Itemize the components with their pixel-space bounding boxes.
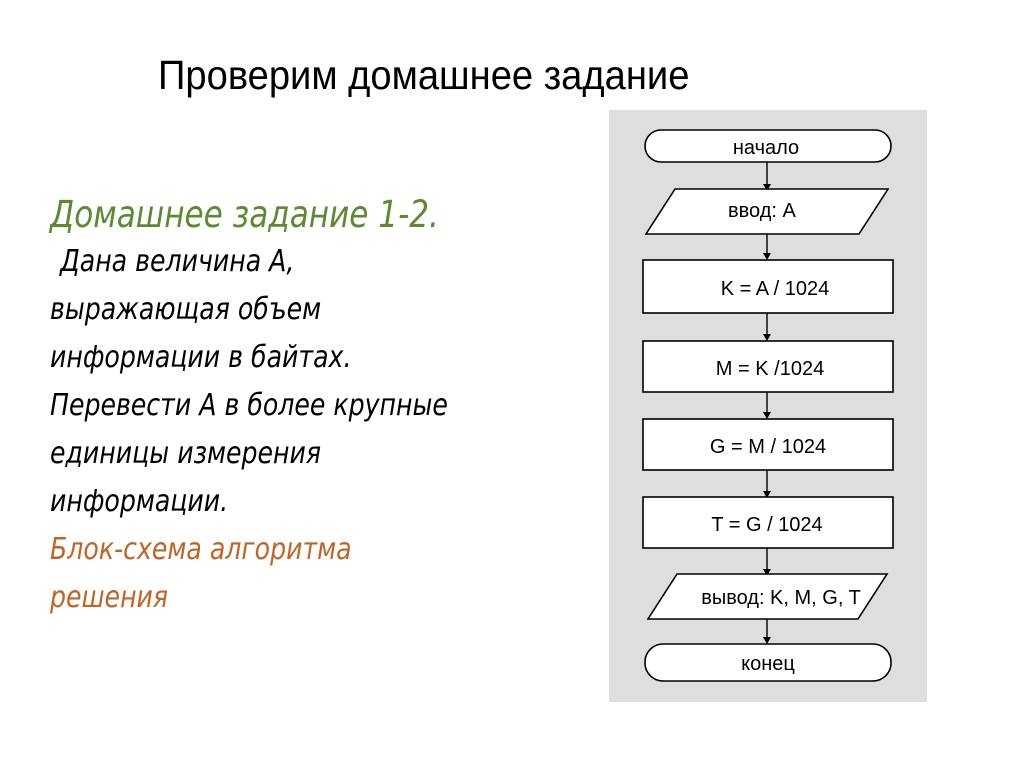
task-line-2: выражающая объем — [50, 292, 322, 327]
process-m-label: M = K /1024 — [715, 358, 825, 380]
output-label: вывод: K, M, G, T — [701, 587, 861, 609]
arrow-head-4 — [763, 412, 771, 419]
task-line-5: единицы измерения — [50, 436, 322, 471]
process-t-label: T = G / 1024 — [711, 514, 823, 536]
task-line-6: информации. — [50, 484, 229, 519]
arrow-head-2 — [763, 253, 771, 260]
arrow-head-3 — [763, 334, 771, 341]
start-label: начало — [732, 137, 800, 159]
flowchart-caption-line-1: Блок-схема алгоритма — [50, 532, 352, 567]
task-line-3: информации в байтах. — [50, 340, 352, 375]
arrow-head-7 — [763, 637, 771, 644]
input-label: ввод: А — [728, 200, 796, 222]
task-line-4: Перевести А в более крупные — [50, 388, 448, 423]
task-line-1: Дана величина А, — [60, 244, 295, 279]
end-label: конец — [741, 653, 795, 675]
process-k-label: K = A / 1024 — [720, 278, 830, 300]
slide-title: Проверим домашнее задание — [158, 52, 690, 98]
process-g-label: G = M / 1024 — [709, 436, 827, 458]
task-heading: Домашнее задание 1-2. — [50, 193, 439, 236]
flowchart-caption-line-2: решения — [50, 580, 169, 615]
